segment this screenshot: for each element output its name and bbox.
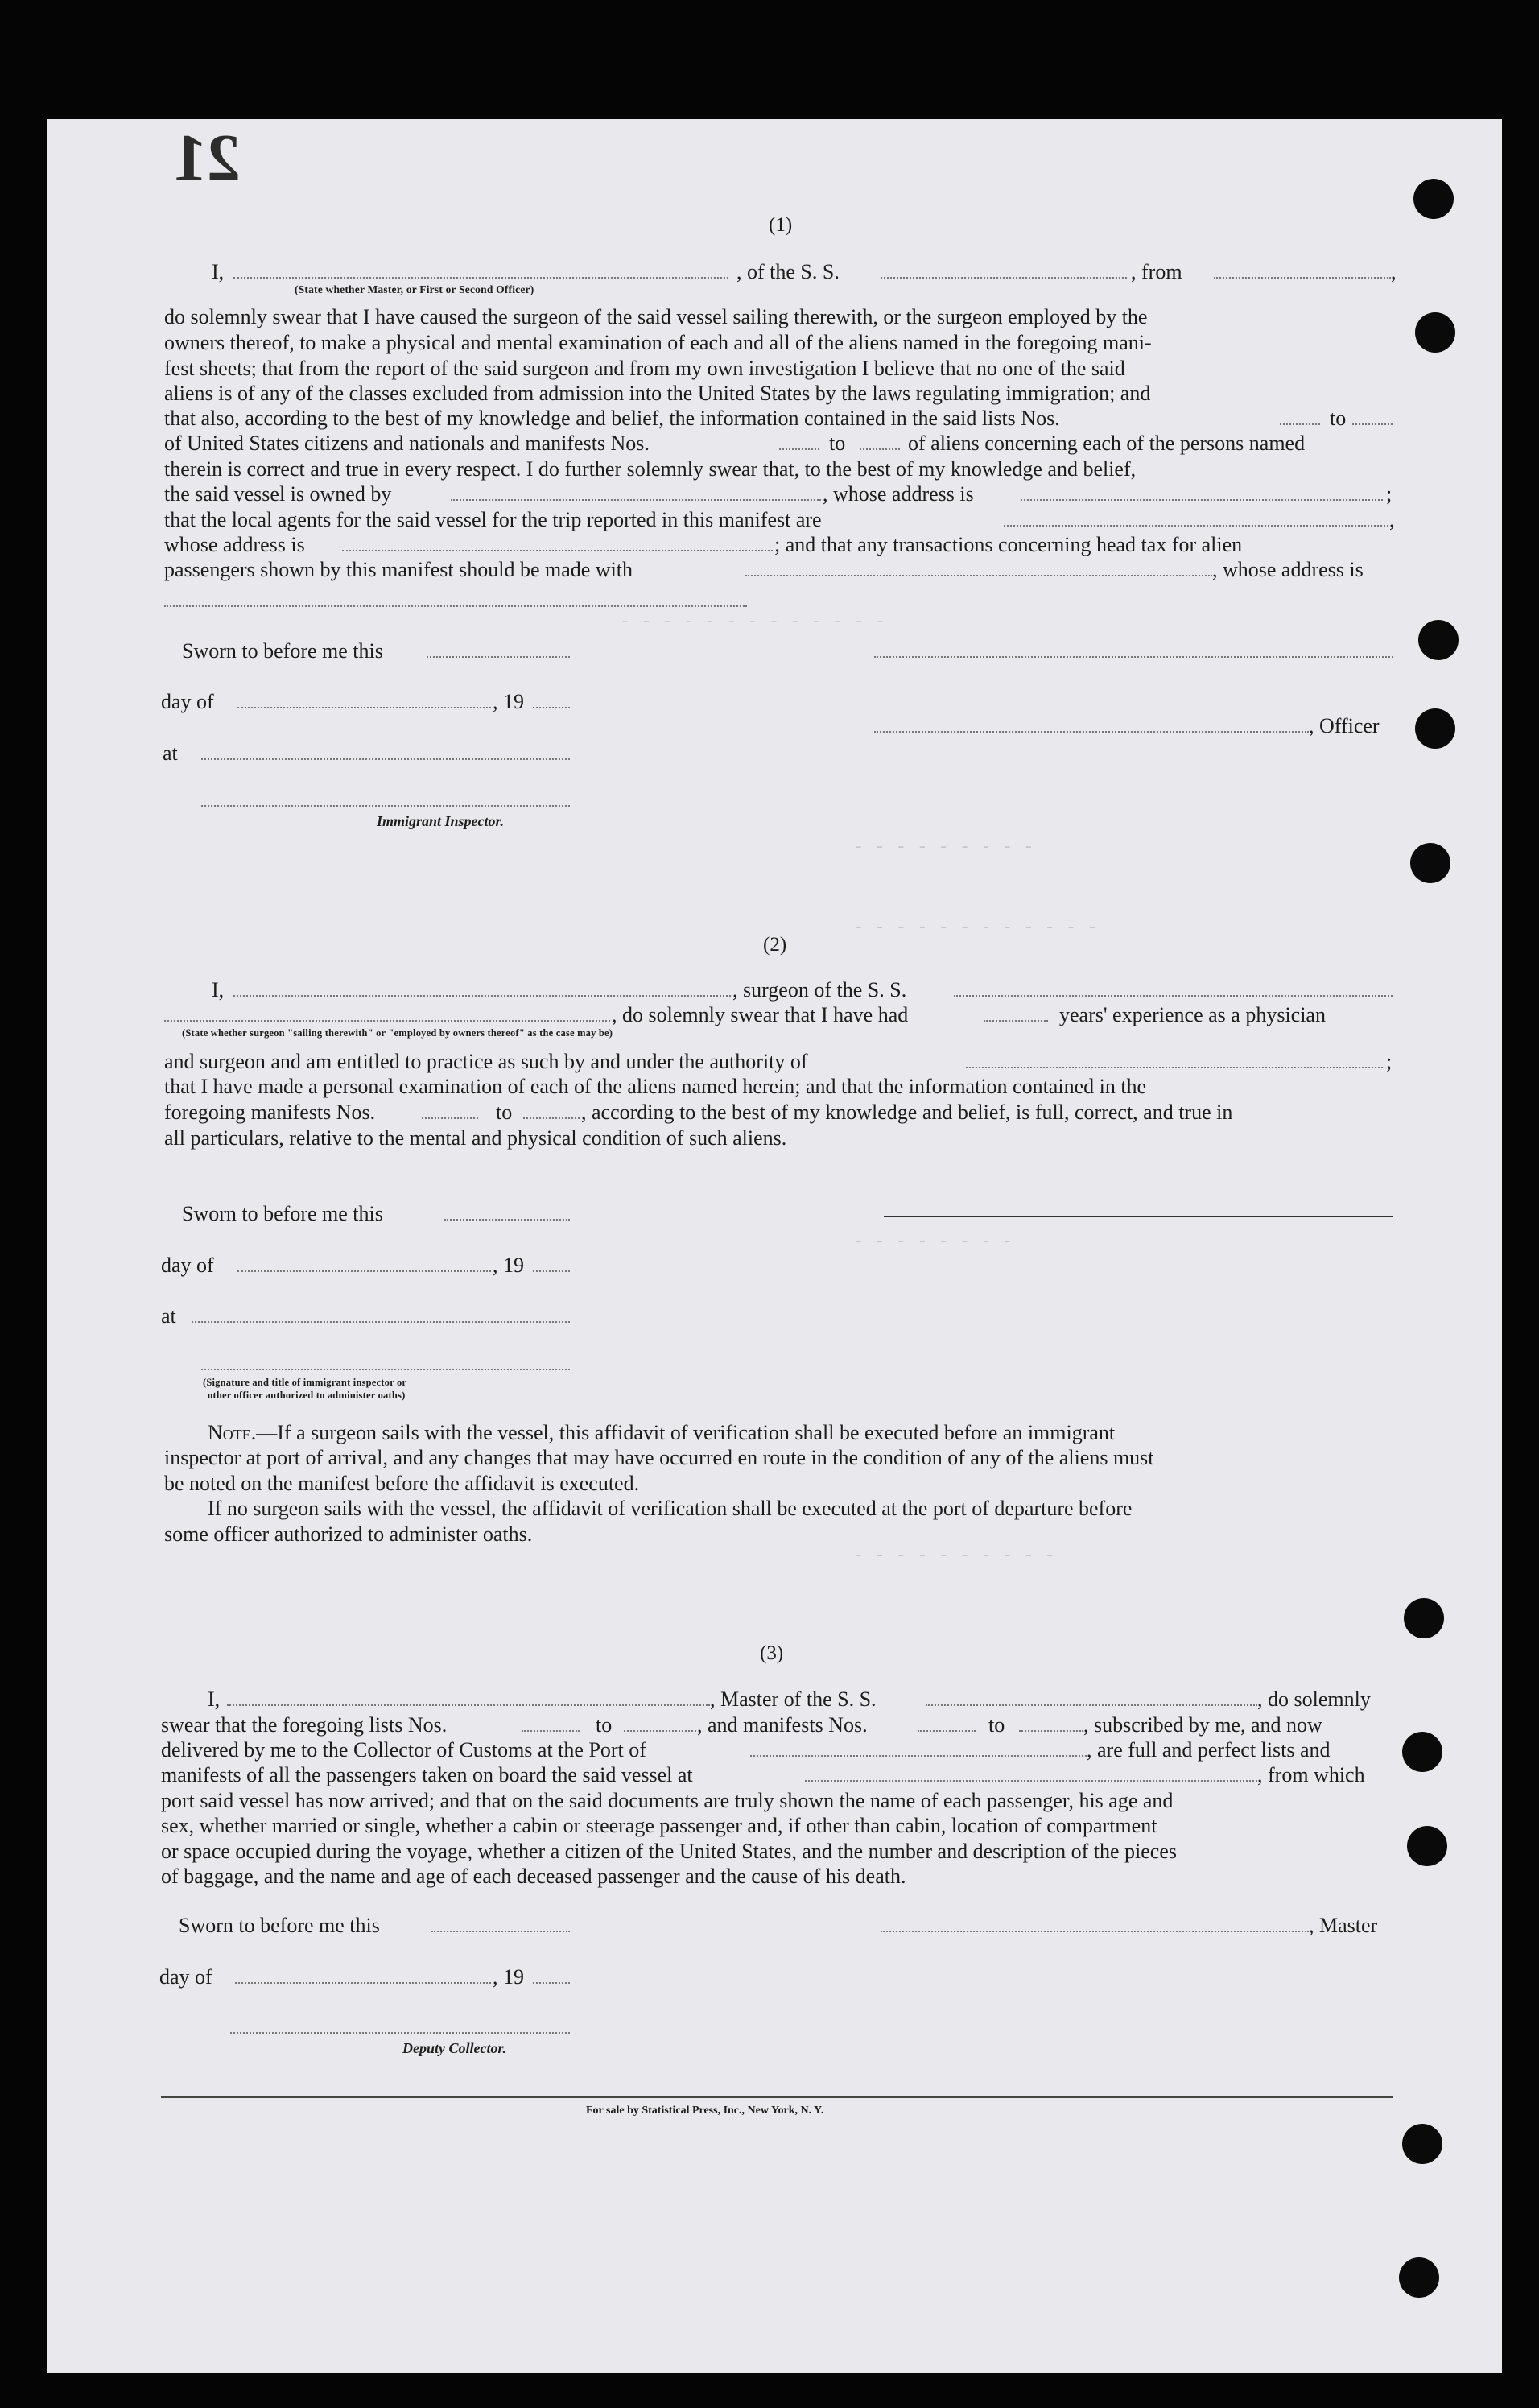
footer-text: For sale by Statistical Press, Inc., New York, N. Y. <box>586 2104 824 2117</box>
s3-sworn: Sworn to before me this <box>179 1914 380 1937</box>
s1-line6a: of United States citizens and nationals and manifests Nos. <box>164 432 650 455</box>
binder-hole <box>1402 1732 1442 1772</box>
s2-authority-field[interactable] <box>966 1067 1383 1068</box>
s3-year-field[interactable] <box>533 1982 570 1984</box>
s1-officer-caption: (State whether Master, or First or Second Officer) <box>295 283 534 295</box>
s2-surgeon-of: , surgeon of the S. S. <box>732 978 907 1002</box>
s3-year: , 19 <box>493 1965 524 1989</box>
s1-comma: , <box>1389 508 1395 531</box>
s2-i: I, <box>212 978 225 1002</box>
s1-line11b: , whose address is <box>1212 558 1364 581</box>
s2-manifest-to-field[interactable] <box>523 1117 580 1119</box>
s3-line4a: manifests of all the passengers taken on board the said vessel at <box>161 1763 693 1786</box>
s2-line5c: , according to the best of my knowledge and belief, is full, correct, and true in <box>581 1101 1233 1124</box>
s3-rest-line: port said vessel has now arrived; and that on the said documents are truly shown the name of each passenger, his age and <box>161 1789 1174 1812</box>
s3-departure-field[interactable] <box>805 1780 1257 1782</box>
note2-line: some officer authorized to administer oaths. <box>164 1522 533 1546</box>
note-line-1 <box>208 1420 1115 1446</box>
s3-line3b: , are full and perfect lists and <box>1087 1738 1331 1762</box>
s3-deputy-sign-field[interactable] <box>230 2032 570 2034</box>
s1-line7: therein is correct and true in every respect. I do further solemnly swear that, to the best of my knowledge and belief, <box>164 457 1137 481</box>
s2-line2b: years' experience as a physician <box>1059 1003 1326 1026</box>
binder-hole <box>1418 620 1459 660</box>
s2-line5b: to <box>496 1101 513 1124</box>
s1-from-field[interactable] <box>1214 277 1391 279</box>
s2-year: , 19 <box>493 1254 524 1277</box>
binder-hole <box>1413 179 1454 219</box>
s2-line3: and surgeon and am entitled to practice as such by and under the authority of <box>164 1050 808 1073</box>
s1-manifest-to-field[interactable] <box>860 448 900 450</box>
section-3-number: (3) <box>760 1642 784 1664</box>
s1-line9: that the local agents for the said vessel for the trip reported in this manifest are <box>164 508 822 531</box>
s3-master: , Master <box>1309 1914 1378 1937</box>
s3-line2c: , and manifests Nos. <box>697 1713 868 1737</box>
s3-line2d: to <box>988 1713 1005 1737</box>
s1-lists-from-field[interactable] <box>1280 423 1320 425</box>
s2-sig-caption: (Signature and title of immigrant inspector or <box>203 1377 407 1388</box>
s3-sworn-date-field[interactable] <box>431 1931 570 1932</box>
s3-line2e: , subscribed by me, and now <box>1083 1713 1322 1737</box>
binder-hole <box>1410 843 1450 883</box>
s2-day-of: day of <box>161 1254 214 1277</box>
bleed-through: - - - - - - - - - - <box>853 1546 1055 1566</box>
s2-manifest-from-field[interactable] <box>422 1117 478 1119</box>
s3-day-of: day of <box>159 1965 212 1989</box>
s3-lists-to-field[interactable] <box>624 1730 696 1732</box>
note2-line: If no surgeon sails with the vessel, the affidavit of verification shall be executed at the port of departure before <box>208 1497 1133 1520</box>
s2-year-field[interactable] <box>533 1270 570 1272</box>
s2-status-caption: (State whether surgeon "sailing therewith" or "employed by owners thereof" as the case may be) <box>182 1027 613 1039</box>
s1-at: at <box>163 741 178 765</box>
s3-master-sign-field[interactable] <box>881 1931 1309 1932</box>
s1-para-line: fest sheets; that from the report of the said surgeon and from my own investigation I believe that no one of the said <box>164 357 1125 380</box>
s1-vessel-field[interactable] <box>881 277 1127 279</box>
binder-hole <box>1399 2257 1439 2298</box>
s2-sworn: Sworn to before me this <box>182 1202 383 1225</box>
s1-officer-sign-field[interactable] <box>874 731 1309 733</box>
s1-year: , 19 <box>493 690 524 713</box>
s2-sworn-date-field[interactable] <box>444 1219 570 1221</box>
s3-manifest-from-field[interactable] <box>918 1730 976 1732</box>
s2-vessel-field[interactable] <box>954 995 1393 997</box>
s3-deputy-label: Deputy Collector. <box>402 2040 506 2056</box>
s3-master-of: , Master of the S. S. <box>710 1687 877 1711</box>
s3-manifest-to-field[interactable] <box>1019 1730 1083 1732</box>
s3-do-solemnly: , do solemnly <box>1257 1687 1371 1711</box>
s1-agents-address-field[interactable] <box>342 550 773 551</box>
s1-line10b: ; and that any transactions concerning head tax for alien <box>774 533 1243 556</box>
s3-vessel-field[interactable] <box>926 1704 1257 1706</box>
s1-comma: , <box>1391 260 1397 283</box>
s3-rest-line: of baggage, and the name and age of each deceased passenger and the cause of his death. <box>161 1865 906 1888</box>
s1-line8a: the said vessel is owned by <box>164 482 392 506</box>
s1-owner-address-field[interactable] <box>1021 499 1383 501</box>
s2-line2a: , do solemnly swear that I have had <box>612 1003 909 1026</box>
bleed-through: - - - - - - - - - - - - <box>853 918 1098 938</box>
section-1-number: (1) <box>769 214 793 236</box>
s1-line11a: passengers shown by this manifest should be made with <box>164 558 633 581</box>
s1-of-the-ss: , of the S. S. <box>736 260 840 283</box>
s3-line4b: , from which <box>1257 1763 1365 1786</box>
s1-officer-field[interactable] <box>233 277 728 279</box>
s3-port-field[interactable] <box>750 1755 1087 1757</box>
s2-at-field[interactable] <box>192 1321 570 1323</box>
s1-line6c: of aliens concerning each of the persons named <box>908 432 1306 455</box>
s1-line6-to: to <box>829 432 846 455</box>
binder-hole <box>1415 708 1455 749</box>
s1-from: , from <box>1131 260 1182 283</box>
s2-line5a: foregoing manifests Nos. <box>164 1101 376 1124</box>
s1-headtax-field[interactable] <box>745 575 1212 576</box>
s1-para-line: aliens is of any of the classes excluded from admission into the United States by the laws regulating immigration; and <box>164 382 1151 405</box>
s3-name-field[interactable] <box>227 1704 710 1706</box>
s1-agents-field[interactable] <box>1004 525 1388 527</box>
note-text: —If a surgeon sails with the vessel, this affidavit of verification shall be executed before an immigrant <box>256 1421 1116 1444</box>
s3-lists-from-field[interactable] <box>522 1730 580 1732</box>
s2-line6: all particulars, relative to the mental and physical condition of such aliens. <box>164 1126 787 1150</box>
s3-day-field[interactable] <box>235 1982 491 1984</box>
s2-years-field[interactable] <box>984 1020 1048 1022</box>
s1-officer: , Officer <box>1309 714 1380 737</box>
s1-line10a: whose address is <box>164 533 305 556</box>
s2-at: at <box>161 1304 176 1328</box>
s1-line5-to: to <box>1330 407 1347 430</box>
footer-rule <box>161 2096 1393 2098</box>
bleed-through: - - - - - - - - <box>853 1232 1013 1252</box>
s1-at-field[interactable] <box>201 758 570 760</box>
bleed-through: - - - - - - - - - - - - - <box>620 612 886 632</box>
s1-signature-field[interactable] <box>874 656 1393 658</box>
s3-rest-line: sex, whether married or single, whether a cabin or steerage passenger and, if other than cabin, location of compartment <box>161 1814 1157 1837</box>
s2-name-field[interactable] <box>233 995 731 997</box>
s1-para-line: do solemnly swear that I have caused the surgeon of the said vessel sailing therewith, or the surgeon employed by the <box>164 305 1148 328</box>
s1-owner-field[interactable] <box>451 499 821 501</box>
s1-line5: that also, according to the best of my knowledge and belief, the information contained in the said lists Nos. <box>164 407 1060 430</box>
s3-rest-line: or space occupied during the voyage, whether a citizen of the United States, and the number and description of the pieces <box>161 1840 1178 1863</box>
s2-status-field[interactable] <box>164 1020 610 1022</box>
s2-sig-caption: other officer authorized to administer oaths) <box>208 1390 406 1401</box>
s1-i: I, <box>212 260 225 283</box>
s2-signature-field[interactable] <box>884 1216 1393 1217</box>
s1-lists-to-field[interactable] <box>1352 423 1393 425</box>
note-line: inspector at port of arrival, and any changes that may have occurred en route in the condition of any of the aliens must <box>164 1446 1154 1469</box>
s1-inspector-label: Immigrant Inspector. <box>377 813 505 829</box>
s1-headtax-address-field[interactable] <box>164 605 747 607</box>
s2-inspector-sign-field[interactable] <box>201 1369 570 1370</box>
s1-sworn: Sworn to before me this <box>182 639 383 663</box>
s3-line2a: swear that the foregoing lists Nos. <box>161 1713 448 1737</box>
s1-para-line: owners thereof, to make a physical and mental examination of each and all of the aliens named in the foregoing mani- <box>164 331 1152 354</box>
note-line: be noted on the manifest before the affidavit is executed. <box>164 1472 640 1495</box>
s1-inspector-sign-field[interactable] <box>201 805 570 807</box>
s1-day-of: day of <box>161 690 214 713</box>
s2-day-field[interactable] <box>237 1270 491 1272</box>
binder-hole <box>1407 1826 1447 1866</box>
s3-line2b: to <box>596 1713 613 1737</box>
s1-sworn-date-field[interactable] <box>427 656 570 658</box>
binder-hole <box>1404 1598 1444 1638</box>
binder-hole <box>1415 312 1455 353</box>
stamp-page-number: 21 <box>173 121 241 196</box>
binder-hole <box>1402 2124 1442 2164</box>
s1-semicolon: ; <box>1386 482 1393 506</box>
s2-line4: that I have made a personal examination of each of the aliens named herein; and that the information contained in the <box>164 1075 1147 1098</box>
s1-line8b: , whose address is <box>823 482 974 506</box>
bleed-through: - - - - - - - - - <box>853 837 1034 857</box>
s3-line3a: delivered by me to the Collector of Customs at the Port of <box>161 1738 646 1762</box>
s3-i: I, <box>208 1687 221 1711</box>
s2-semicolon: ; <box>1386 1050 1393 1073</box>
note-label: Note. <box>208 1421 257 1444</box>
s1-manifest-from-field[interactable] <box>779 448 819 450</box>
section-2-number: (2) <box>763 934 787 956</box>
s1-year-field[interactable] <box>533 707 570 708</box>
s1-day-field[interactable] <box>237 707 491 708</box>
